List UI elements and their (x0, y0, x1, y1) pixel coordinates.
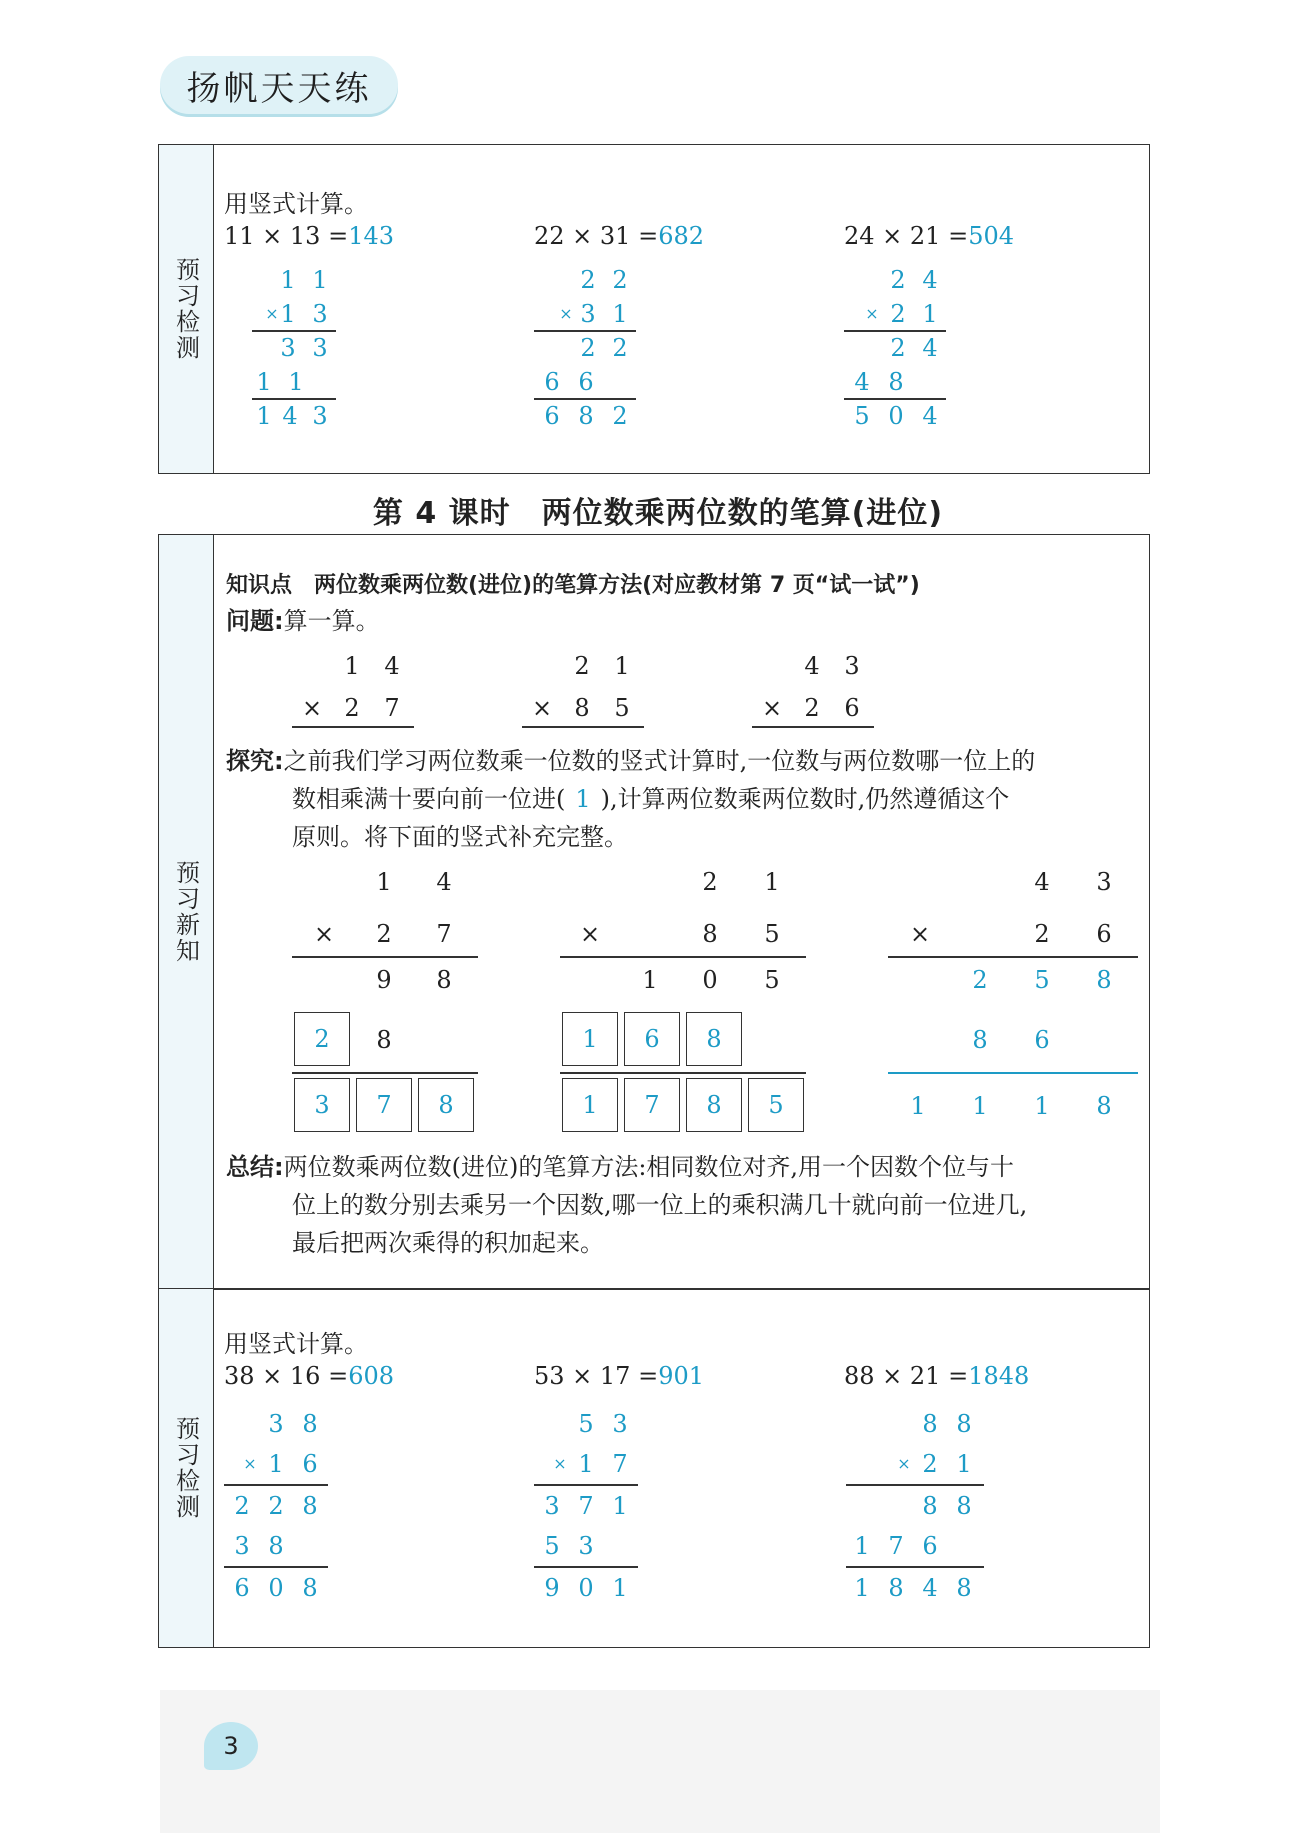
digit: 3 (544, 1492, 560, 1520)
summary-paragraph (226, 1148, 1136, 1262)
digit: 2 (890, 334, 906, 362)
multiply-sign: × (559, 304, 573, 323)
sidebar (159, 1289, 214, 1647)
digit: 6 (1096, 920, 1112, 948)
instruction: 用竖式计算。 (224, 1330, 368, 1358)
rule (846, 1566, 984, 1568)
answer-box: 2 (294, 1012, 350, 1066)
digit: 5 (854, 402, 870, 430)
digit: 8 (956, 1574, 972, 1602)
digit: 5 (544, 1532, 560, 1560)
side-label: 预习检测 (171, 257, 200, 361)
rule (534, 1566, 638, 1568)
lesson-title: 第 4 课时 两位数乘两位数的笔算(进位) (372, 496, 944, 531)
problem-answer: 901 (658, 1362, 704, 1390)
digit: 7 (384, 694, 400, 722)
digit: 1 (956, 1450, 972, 1478)
explore-text: ),计算两位数乘两位数时,仍然遵循这个 (600, 785, 1010, 813)
digit: 8 (436, 966, 452, 994)
multiply-sign: × (314, 920, 335, 948)
digit: 5 (578, 1410, 594, 1438)
digit: 8 (888, 1574, 904, 1602)
digit: 0 (888, 402, 904, 430)
digit: 1 (344, 652, 360, 680)
digit: 1 (854, 1532, 870, 1560)
sidebar (159, 535, 214, 1289)
digit: 4 (922, 1574, 938, 1602)
digit: 8 (972, 1026, 988, 1054)
problem-expr: 53 × 17 = (534, 1362, 659, 1390)
problem-answer: 1848 (968, 1362, 1030, 1390)
digit: 3 (268, 1410, 284, 1438)
problem-3 (844, 222, 1014, 250)
problem-answer: 143 (348, 222, 394, 250)
rule (534, 398, 636, 400)
rule (534, 1484, 638, 1486)
explore-line-1 (226, 742, 1136, 780)
digit: 1 (972, 1092, 988, 1120)
digit: 3 (844, 652, 860, 680)
summary-label: 总结: (226, 1153, 284, 1181)
digit: 5 (1034, 966, 1050, 994)
problem-expr: 11 × 13 = (224, 222, 349, 250)
digit: 2 (574, 652, 590, 680)
explore-label: 探究: (226, 747, 284, 775)
page-number-leaf (204, 1722, 258, 1770)
multiply-sign: × (532, 694, 553, 722)
digit: 2 (344, 694, 360, 722)
digit: 1 (612, 300, 628, 328)
answer-box: 1 (562, 1078, 618, 1132)
digit: 4 (436, 868, 452, 896)
multiply-sign: × (302, 694, 323, 722)
rule (252, 398, 336, 400)
digit: 8 (956, 1492, 972, 1520)
digit: 4 (384, 652, 400, 680)
digit: 7 (888, 1532, 904, 1560)
digit: 8 (922, 1410, 938, 1438)
digit: 6 (844, 694, 860, 722)
rule (752, 726, 874, 728)
digit: 8 (1096, 1092, 1112, 1120)
explore-text: 之前我们学习两位数乘一位数的竖式计算时,一位数与两位数哪一位上的 (283, 747, 1036, 775)
digit: 4 (1034, 868, 1050, 896)
digit: 2 (702, 868, 718, 896)
question (226, 602, 380, 640)
answer-box: 8 (418, 1078, 474, 1132)
answer-box: 6 (624, 1012, 680, 1066)
digit: 6 (302, 1450, 318, 1478)
multiply-sign: × (910, 920, 931, 948)
digit: 2 (612, 334, 628, 362)
digit: 4 (922, 402, 938, 430)
explore-line-3 (226, 818, 1136, 856)
rule (888, 956, 1138, 958)
problem-expr: 22 × 31 = (534, 222, 659, 250)
digit: 9 (376, 966, 392, 994)
summary-line-1 (226, 1148, 1136, 1186)
rule (560, 956, 806, 958)
digit: 8 (922, 1492, 938, 1520)
problem-1 (224, 222, 394, 250)
digit: 0 (578, 1574, 594, 1602)
digit: 1 (612, 1492, 628, 1520)
digit: 6 (234, 1574, 250, 1602)
digit: 7 (612, 1450, 628, 1478)
digit: 7 (436, 920, 452, 948)
multiply-sign: × (243, 1454, 257, 1473)
digit: 1 (280, 300, 296, 328)
rule (844, 398, 946, 400)
digit: 2 (580, 266, 596, 294)
digit: 8 (574, 694, 590, 722)
digit: 2 (804, 694, 820, 722)
digit: 1 (922, 300, 938, 328)
digit: 0 (702, 966, 718, 994)
digit: 5 (614, 694, 630, 722)
digit: 8 (376, 1026, 392, 1054)
problem-3 (844, 1362, 1029, 1390)
multiply-sign: × (553, 1454, 567, 1473)
problem-2 (534, 222, 704, 250)
digit: 1 (256, 402, 272, 430)
page-number: 3 (223, 1732, 239, 1760)
digit: 2 (612, 402, 628, 430)
problem-answer: 504 (968, 222, 1014, 250)
digit: 1 (910, 1092, 926, 1120)
digit: 9 (544, 1574, 560, 1602)
rule (844, 330, 946, 332)
digit: 8 (1096, 966, 1112, 994)
digit: 2 (268, 1492, 284, 1520)
problem-1 (224, 1362, 394, 1390)
digit: 1 (854, 1574, 870, 1602)
digit: 3 (1096, 868, 1112, 896)
explore-line-2 (226, 780, 1136, 818)
digit: 6 (1034, 1026, 1050, 1054)
digit: 0 (268, 1574, 284, 1602)
multiply-sign: × (580, 920, 601, 948)
digit: 3 (578, 1532, 594, 1560)
digit: 5 (764, 920, 780, 948)
digit: 2 (612, 266, 628, 294)
digit: 8 (268, 1532, 284, 1560)
digit: 4 (282, 402, 298, 430)
rule (522, 726, 644, 728)
summary-text: 两位数乘两位数(进位)的笔算方法:相同数位对齐,用一个因数个位与十 (283, 1153, 1015, 1181)
problem-answer: 608 (348, 1362, 394, 1390)
rule (888, 1072, 1138, 1074)
answer-box: 5 (748, 1078, 804, 1132)
explore-fill: 1 (575, 785, 591, 813)
digit: 4 (922, 334, 938, 362)
rule (292, 1072, 478, 1074)
digit: 8 (578, 402, 594, 430)
digit: 1 (578, 1450, 594, 1478)
digit: 8 (956, 1410, 972, 1438)
answer-box: 7 (356, 1078, 412, 1132)
digit: 6 (578, 368, 594, 396)
digit: 7 (578, 1492, 594, 1520)
header-title: 扬帆天天练 (160, 56, 398, 114)
summary-text: 最后把两次乘得的积加起来。 (292, 1229, 604, 1257)
answer-box: 8 (686, 1012, 742, 1066)
rule (534, 330, 636, 332)
answer-box: 7 (624, 1078, 680, 1132)
answer-box: 3 (294, 1078, 350, 1132)
digit: 3 (580, 300, 596, 328)
problem-expr: 38 × 16 = (224, 1362, 349, 1390)
problem-2 (534, 1362, 704, 1390)
digit: 1 (612, 1574, 628, 1602)
multiply-sign: × (865, 304, 879, 323)
problem-expr: 88 × 21 = (844, 1362, 969, 1390)
digit: 3 (312, 402, 328, 430)
explore-paragraph (226, 742, 1136, 856)
rule (292, 726, 414, 728)
digit: 8 (302, 1410, 318, 1438)
digit: 1 (256, 368, 272, 396)
digit: 1 (1034, 1092, 1050, 1120)
multiply-sign: × (265, 304, 279, 323)
digit: 2 (922, 1450, 938, 1478)
side-label: 预习新知 (171, 860, 200, 964)
digit: 4 (854, 368, 870, 396)
sidebar (159, 145, 214, 473)
digit: 1 (764, 868, 780, 896)
digit: 3 (280, 334, 296, 362)
digit: 6 (922, 1532, 938, 1560)
digit: 5 (764, 966, 780, 994)
digit: 1 (376, 868, 392, 896)
rule (560, 1072, 806, 1074)
digit: 1 (280, 266, 296, 294)
digit: 3 (234, 1532, 250, 1560)
digit: 1 (288, 368, 304, 396)
digit: 3 (612, 1410, 628, 1438)
digit: 4 (804, 652, 820, 680)
digit: 1 (614, 652, 630, 680)
knowledge-point: 知识点 两位数乘两位数(进位)的笔算方法(对应教材第 7 页“试一试”) (226, 573, 920, 598)
answer-box: 8 (686, 1078, 742, 1132)
digit: 8 (702, 920, 718, 948)
multiply-sign: × (762, 694, 783, 722)
digit: 3 (312, 334, 328, 362)
digit: 2 (890, 266, 906, 294)
digit: 8 (302, 1492, 318, 1520)
digit: 1 (642, 966, 658, 994)
side-label: 预习检测 (171, 1416, 200, 1520)
summary-line-2 (226, 1186, 1136, 1224)
digit: 2 (234, 1492, 250, 1520)
rule (224, 1484, 328, 1486)
digit: 2 (972, 966, 988, 994)
page-footer (160, 1690, 1160, 1833)
problem-answer: 682 (658, 222, 704, 250)
digit: 8 (888, 368, 904, 396)
question-text: 算一算。 (283, 607, 380, 635)
answer-box: 1 (562, 1012, 618, 1066)
rule (224, 1566, 328, 1568)
digit: 2 (1034, 920, 1050, 948)
digit: 1 (312, 266, 328, 294)
question-label: 问题: (226, 607, 284, 635)
digit: 2 (580, 334, 596, 362)
digit: 3 (312, 300, 328, 328)
rule (292, 956, 478, 958)
instruction: 用竖式计算。 (224, 190, 368, 218)
rule (252, 330, 336, 332)
explore-text: 数相乘满十要向前一位进( (292, 785, 566, 813)
digit: 2 (890, 300, 906, 328)
digit: 6 (544, 402, 560, 430)
digit: 4 (922, 266, 938, 294)
digit: 8 (302, 1574, 318, 1602)
digit: 6 (544, 368, 560, 396)
explore-text: 原则。将下面的竖式补充完整。 (292, 823, 628, 851)
problem-expr: 24 × 21 = (844, 222, 969, 250)
summary-line-3 (226, 1224, 1136, 1262)
digit: 1 (268, 1450, 284, 1478)
rule (846, 1484, 984, 1486)
multiply-sign: × (897, 1454, 911, 1473)
digit: 2 (376, 920, 392, 948)
summary-text: 位上的数分别去乘另一个因数,哪一位上的乘积满几十就向前一位进几, (292, 1191, 1028, 1219)
